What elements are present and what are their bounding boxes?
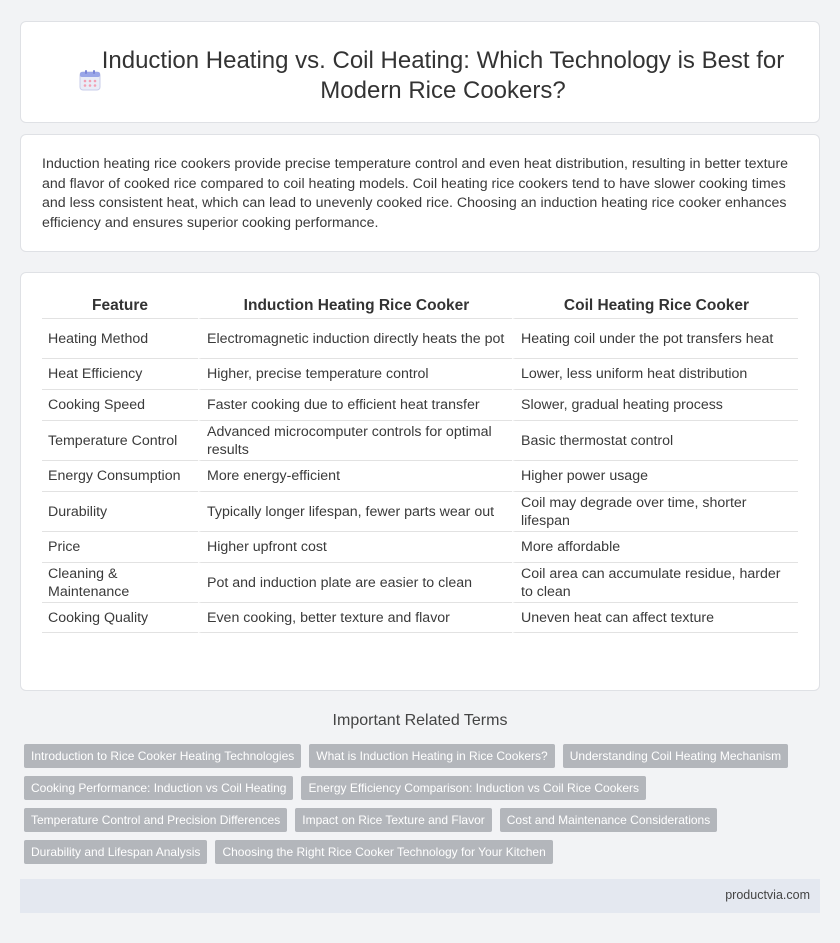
feature-cell: Cooking Speed	[42, 389, 198, 420]
feature-cell: Heating Method	[42, 318, 198, 358]
related-term-tag[interactable]: Temperature Control and Precision Differences	[24, 808, 287, 832]
related-term-tag[interactable]: Energy Efficiency Comparison: Induction vs Coil Rice Cookers	[301, 776, 646, 800]
related-term-tag[interactable]: Impact on Rice Texture and Flavor	[295, 808, 492, 832]
coil-cell: Coil may degrade over time, shorter lifespan	[512, 491, 798, 531]
induction-cell: Pot and induction plate are easier to clean	[198, 562, 512, 602]
feature-cell: Temperature Control	[42, 420, 198, 460]
coil-cell: Lower, less uniform heat distribution	[512, 358, 798, 389]
feature-cell: Heat Efficiency	[42, 358, 198, 389]
related-term-tag[interactable]: Cost and Maintenance Considerations	[500, 808, 717, 832]
induction-cell: Higher upfront cost	[198, 531, 512, 562]
table-row	[42, 562, 798, 602]
table-header-row	[42, 292, 798, 318]
coil-cell: More affordable	[512, 531, 798, 562]
induction-cell: Higher, precise temperature control	[198, 358, 512, 389]
table-row	[42, 358, 798, 389]
feature-cell: Cleaning & Maintenance	[42, 562, 198, 602]
footer-site-link[interactable]: productvia.com	[725, 888, 810, 902]
related-term-tag[interactable]: Choosing the Right Rice Cooker Technology for Your Kitchen	[215, 840, 552, 864]
header-induction: Induction Heating Rice Cooker	[198, 292, 512, 318]
summary-paragraph: Induction heating rice cookers provide precise temperature control and even heat distribution, resulting in better texture and flavor of cooked rice compared to coil heating models. Coil heating rice cookers tend to have slower cooking times and less consistent heat, which can lead to unevenly cooked rice. Choosing an induction heating rice cooker enhances efficiency and ensures superior cooking performance.	[42, 156, 789, 231]
coil-cell: Slower, gradual heating process	[512, 389, 798, 420]
footer	[20, 879, 820, 913]
induction-cell: Even cooking, better texture and flavor	[198, 602, 512, 633]
related-term-tag[interactable]: Understanding Coil Heating Mechanism	[563, 744, 788, 768]
feature-cell: Energy Consumption	[42, 460, 198, 491]
table-row	[42, 491, 798, 531]
table-row	[42, 389, 798, 420]
title-card	[20, 21, 820, 123]
induction-cell: More energy-efficient	[198, 460, 512, 491]
table-row	[42, 318, 798, 358]
page-title: Induction Heating vs. Coil Heating: Which Technology is Best for Modern Rice Cookers?	[101, 47, 785, 104]
induction-cell: Faster cooking due to efficient heat transfer	[198, 389, 512, 420]
induction-cell: Electromagnetic induction directly heats the pot	[198, 318, 512, 358]
comparison-table-card	[20, 272, 820, 691]
related-terms-tags	[24, 744, 804, 872]
coil-cell: Basic thermostat control	[512, 420, 798, 460]
feature-cell: Cooking Quality	[42, 602, 198, 633]
related-terms-heading: Important Related Terms	[332, 712, 508, 729]
comparison-table	[42, 292, 798, 633]
coil-cell: Uneven heat can affect texture	[512, 602, 798, 633]
coil-cell: Higher power usage	[512, 460, 798, 491]
induction-cell: Typically longer lifespan, fewer parts wear out	[198, 491, 512, 531]
feature-cell: Price	[42, 531, 198, 562]
table-row	[42, 420, 798, 460]
related-term-tag[interactable]: What is Induction Heating in Rice Cookers?	[309, 744, 554, 768]
related-term-tag[interactable]: Introduction to Rice Cooker Heating Technologies	[24, 744, 301, 768]
related-term-tag[interactable]: Cooking Performance: Induction vs Coil Heating	[24, 776, 293, 800]
table-row	[42, 602, 798, 633]
coil-cell: Heating coil under the pot transfers heat	[512, 318, 798, 358]
summary-card	[20, 134, 820, 252]
header-feature: Feature	[92, 297, 148, 314]
coil-cell: Coil area can accumulate residue, harder to clean	[512, 562, 798, 602]
table-row	[42, 531, 798, 562]
feature-cell: Durability	[42, 491, 198, 531]
related-term-tag[interactable]: Durability and Lifespan Analysis	[24, 840, 207, 864]
header-coil: Coil Heating Rice Cooker	[512, 292, 798, 318]
table-row	[42, 460, 798, 491]
induction-cell: Advanced microcomputer controls for optimal results	[198, 420, 512, 460]
